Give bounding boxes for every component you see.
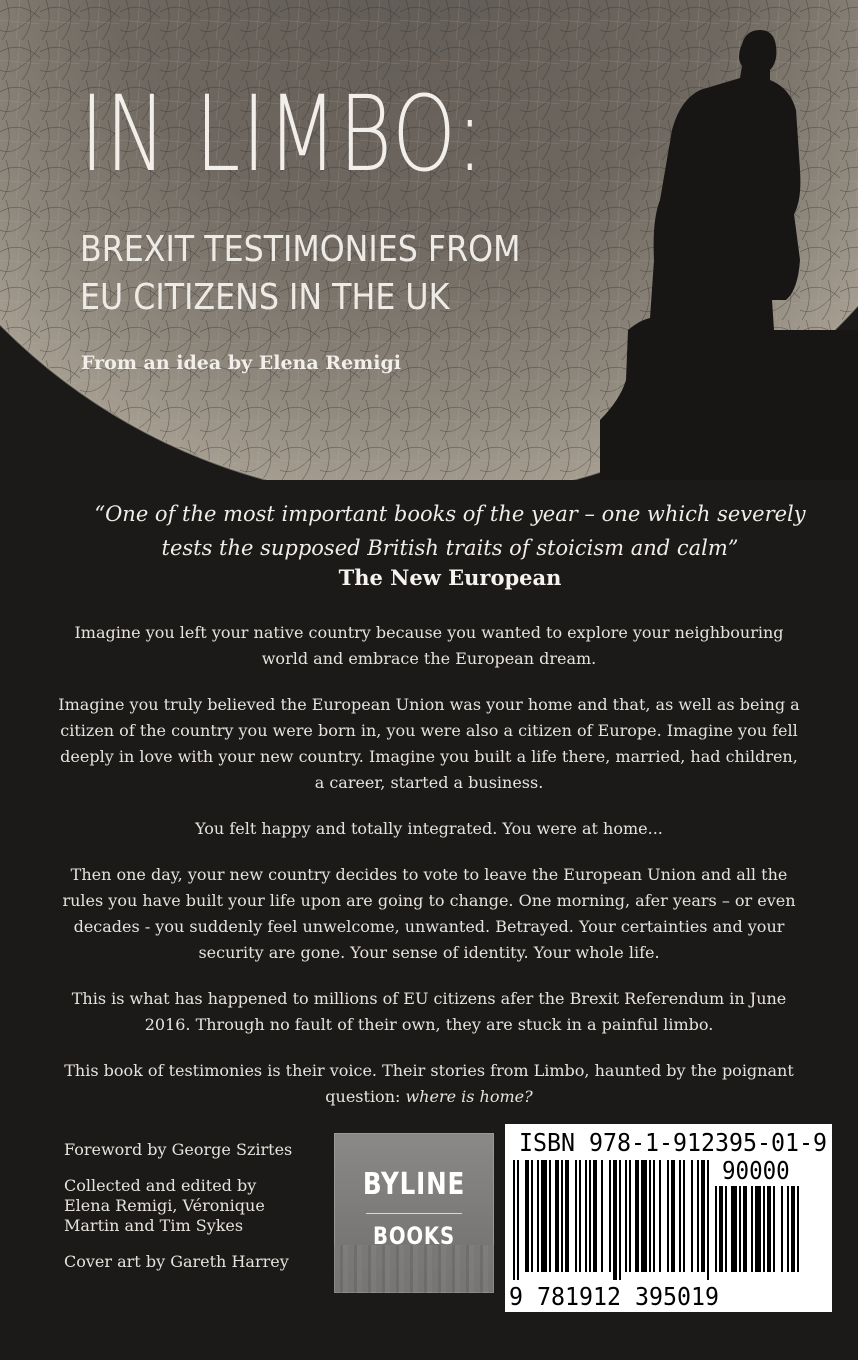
blurb (54, 620, 804, 1130)
foreword-credit: Foreword by George Szirtes (64, 1140, 293, 1159)
blurb-paragraph-final (54, 1058, 804, 1110)
price-code: 90000 (722, 1156, 790, 1185)
blurb-final-lead: This book of testimonies is their voice. Their stories from Limbo, haunted by the poignant question: (64, 1061, 794, 1106)
blurb-paragraph: Imagine you left your native country because you wanted to explore your neighbouring world and embrace the European dream. (74, 623, 784, 668)
book-title: IN LIMBO: (80, 73, 485, 195)
barcode-box (505, 1124, 832, 1312)
credits (64, 1140, 314, 1288)
publisher-logo (334, 1133, 494, 1293)
bookshelf-graphic (334, 1245, 494, 1293)
blurb-paragraph: Then one day, your new country decides to vote to leave the European Union and all the rules you have built your life upon are going to change. One morning, afer years – or even decades - you suddenly feel unwelcome, unwanted. Betrayed. Your certainties and your security are gone. Your sense of identity. Your whole life. (62, 865, 796, 962)
subtitle-line-2: EU CITIZENS IN THE UK (80, 277, 450, 318)
publisher-name-bottom: BOOKS (373, 1222, 455, 1250)
book-subtitle (80, 226, 520, 322)
addon-barcode-icon (715, 1186, 823, 1280)
ean-number: 9 781912 395019 (509, 1282, 719, 1311)
review-quote (60, 497, 840, 565)
cover-art-credit: Cover art by Gareth Harrey (64, 1252, 289, 1271)
blurb-paragraph: Imagine you truly believed the European Union was your home and that, as well as being a citizen of the country you were born in, you were also a citizen of Europe. Imagine you fell deeply in love with your new country. Imagine you built a life there, married, had children, a career, started a business. (58, 695, 800, 792)
publisher-name-top: BYLINE (362, 1167, 466, 1202)
blurb-paragraph: You felt happy and totally integrated. You were at home... (195, 819, 663, 838)
idea-credit: From an idea by Elena Remigi (81, 352, 401, 374)
quote-line-2: tests the supposed British traits of stoicism and calm” (161, 536, 739, 560)
editors-credit (64, 1176, 314, 1236)
editors-line-1: Collected and edited by (64, 1176, 257, 1195)
barcode-icon (513, 1160, 709, 1280)
editors-line-3: Martin and Tim Sykes (64, 1216, 244, 1235)
quote-line-1: “One of the most important books of the year – one which severely (94, 502, 806, 526)
editors-line-2: Elena Remigi, Véronique (64, 1196, 265, 1215)
blurb-final-question: where is home? (405, 1087, 533, 1106)
subtitle-line-1: BREXIT TESTIMONIES FROM (80, 229, 521, 270)
quote-source: The New European (338, 565, 562, 590)
blurb-paragraph: This is what has happened to millions of EU citizens afer the Brexit Referendum in June 2016. Through no fault of their own, they are stuck in a painful limbo. (71, 989, 787, 1034)
isbn-number: ISBN 978-1-912395-01-9 (519, 1128, 827, 1157)
logo-divider (366, 1213, 462, 1214)
